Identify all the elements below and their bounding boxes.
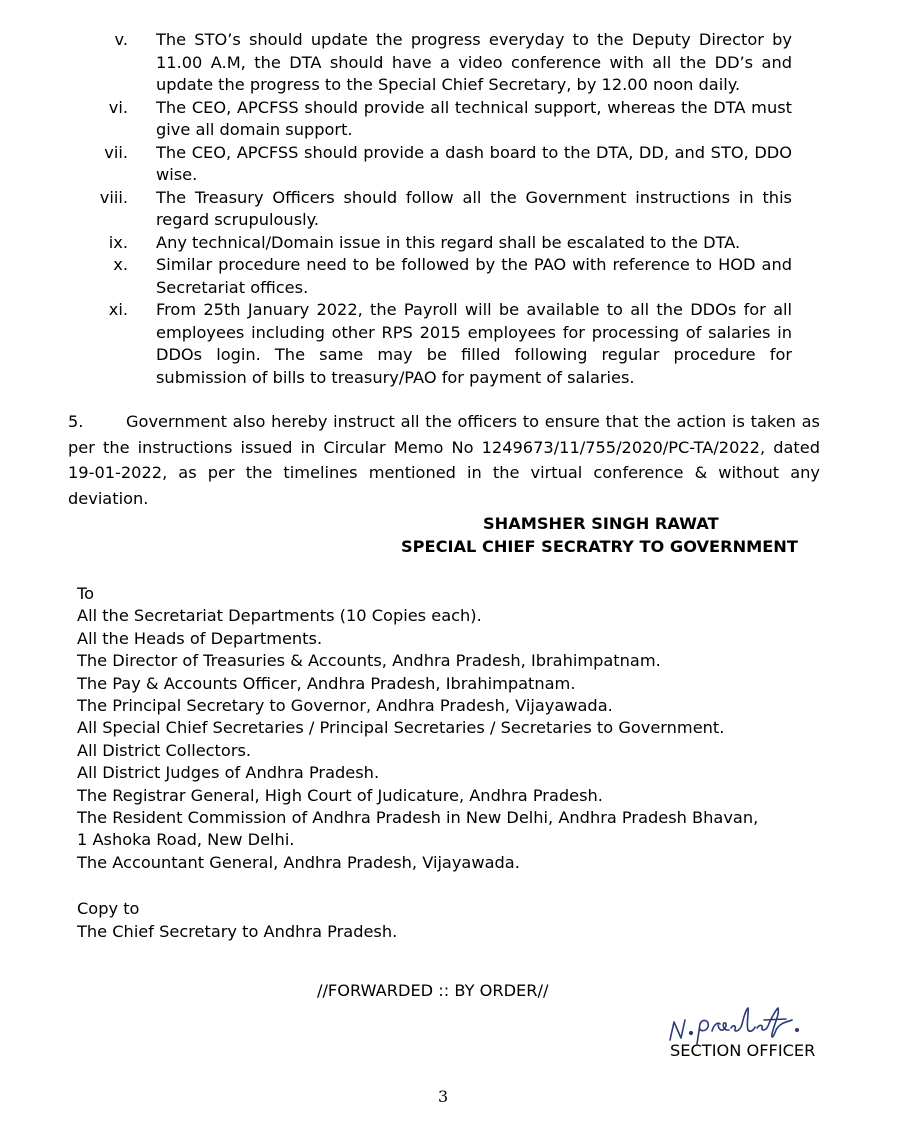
list-item <box>0 299 904 389</box>
copy-to-recipient: The Chief Secretary to Andhra Pradesh. <box>77 922 398 941</box>
list-item-number: viii. <box>99 187 128 207</box>
copy-to-heading: Copy to <box>77 899 140 918</box>
paragraph-text: Government also hereby instruct all the officers to ensure that the action is taken as per the instructions issued in Circular Memo No 1249673/11/755/2020/PC-TA/2022, dated 19-01-2022, as per the timelines mentioned in the virtual conference & without any deviation. <box>68 412 820 508</box>
list-item-text: From 25th January 2022, the Payroll will be available to all the DDOs for all employees including other RPS 2015 employees for processing of salaries in DDOs login. The same may be filled following regular procedure for submission of bills to treasury/PAO for payment of salaries. <box>156 300 792 387</box>
list-item <box>0 254 904 299</box>
list-item-text: The CEO, APCFSS should provide a dash board to the DTA, DD, and STO, DDO wise. <box>156 142 792 184</box>
list-item <box>0 142 904 187</box>
list-item-number: v. <box>114 30 128 49</box>
list-item-number: xi. <box>108 300 128 319</box>
recipient: The Pay & Accounts Officer, Andhra Pradesh, Ibrahimpatnam. <box>77 673 576 693</box>
list-item <box>0 187 904 232</box>
paragraph-5 <box>68 409 820 511</box>
list-item-number: vii. <box>104 142 128 162</box>
recipient: The Director of Treasuries & Accounts, Andhra Pradesh, Ibrahimpatnam. <box>77 651 661 671</box>
list-item <box>0 232 904 255</box>
instruction-list <box>0 29 904 389</box>
list-item-text: The Treasury Officers should follow all the Government instructions in this regard scrupulously. <box>156 187 792 229</box>
recipient: 1 Ashoka Road, New Delhi. <box>77 830 295 850</box>
list-item-text: The CEO, APCFSS should provide all technical support, whereas the DTA must give all domain support. <box>156 97 792 139</box>
to-heading: To <box>77 584 95 603</box>
distribution-list <box>77 583 758 874</box>
recipient: All District Judges of Andhra Pradesh. <box>77 763 380 783</box>
copy-to-block <box>77 897 397 943</box>
list-item-text: The STO’s should update the progress everyday to the Deputy Director by 11.00 A.M, the DTA should have a video conference with all the DD’s and update the progress to the Special Chief Secretary, by 12.00 noon daily. <box>156 30 792 94</box>
paragraph-number: 5. <box>68 412 84 431</box>
list-item-number: vi. <box>108 97 128 117</box>
recipient: The Principal Secretary to Governor, Andhra Pradesh, Vijayawada. <box>77 696 613 716</box>
list-item <box>0 97 904 142</box>
section-officer-label: SECTION OFFICER <box>670 1041 816 1060</box>
recipient: The Resident Commission of Andhra Pradesh in New Delhi, Andhra Pradesh Bhavan, <box>77 808 759 828</box>
list-item-text: Similar procedure need to be followed by the PAO with reference to HOD and Secretariat offices. <box>156 255 792 297</box>
recipient: All Special Chief Secretaries / Principal Secretaries / Secretaries to Government. <box>77 718 725 738</box>
list-item-text: Any technical/Domain issue in this regard shall be escalated to the DTA. <box>156 232 741 252</box>
recipient: All District Collectors. <box>77 740 252 760</box>
list-item-number: x. <box>113 255 128 274</box>
recipient: The Accountant General, Andhra Pradesh, Vijayawada. <box>77 852 520 872</box>
signatory-name: SHAMSHER SINGH RAWAT <box>483 514 719 533</box>
recipient: The Registrar General, High Court of Judicature, Andhra Pradesh. <box>77 785 603 805</box>
recipient: All the Secretariat Departments (10 Copies each). <box>77 606 482 626</box>
forwarded-by-order: //FORWARDED :: BY ORDER// <box>317 981 549 1000</box>
list-item-number: ix. <box>108 232 128 252</box>
recipient: All the Heads of Departments. <box>77 628 323 648</box>
signatory-title: SPECIAL CHIEF SECRATRY TO GOVERNMENT <box>401 537 798 556</box>
page-number: 3 <box>438 1087 449 1106</box>
list-item <box>0 29 904 97</box>
